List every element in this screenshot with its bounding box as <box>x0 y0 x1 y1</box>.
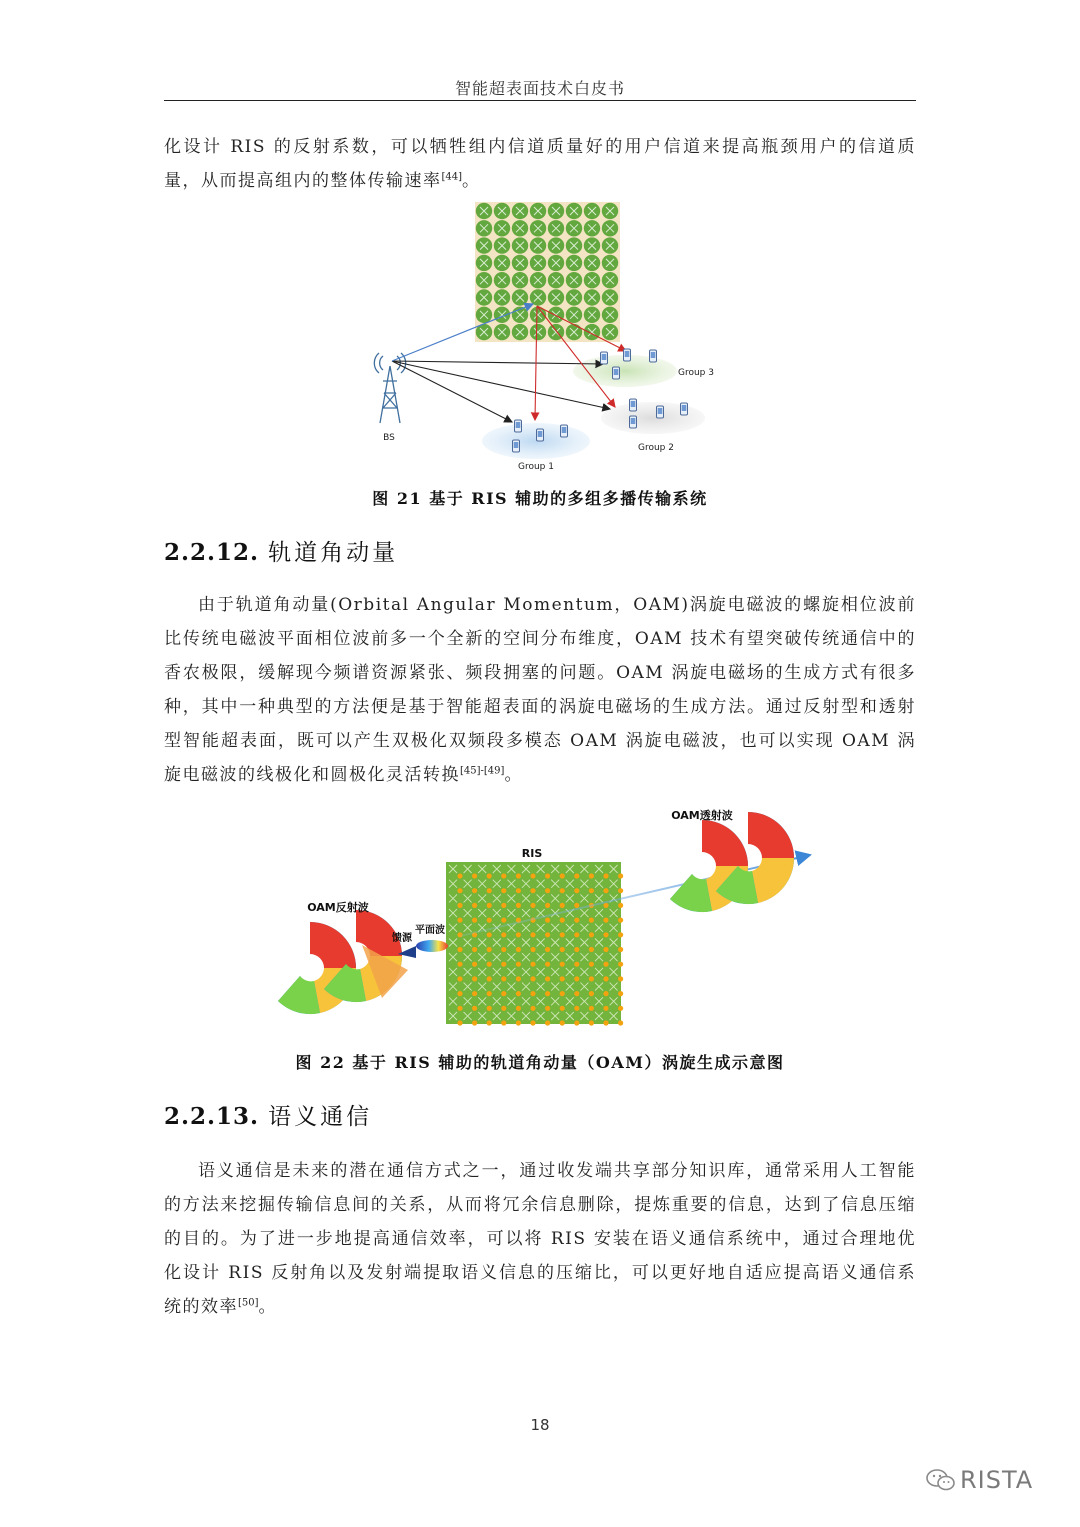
group-3-label: Group 3 <box>678 368 714 378</box>
phone-icon <box>681 403 688 415</box>
ris-element <box>584 220 600 236</box>
ris-element <box>512 289 528 305</box>
semantic-paragraph <box>164 1154 916 1324</box>
figure-21-caption: 图 21 基于 RIS 辅助的多组多播传输系统 <box>372 489 708 508</box>
phone-icon <box>650 350 657 362</box>
semantic-paragraph-text: 语义通信是未来的潜在通信方式之一，通过收发端共享部分知识库，通常采用人工智能的方法来挖掘传输信息间的关系，从而将冗余信息删除，提炼重要的信息，达到了信息压缩的目的。为了进一步地提高通信效率，可以将 RIS 安装在语义通信系统中，通过合理地优化设计 RIS 反射角以及发射端提取语义信息的压缩比，可以更好地自适应提高语义通信系统的效率 <box>164 1161 916 1317</box>
ris-element <box>512 220 528 236</box>
ris-element <box>512 255 528 271</box>
section-title: 语义通信 <box>268 1104 373 1130</box>
ris-element <box>494 272 510 288</box>
ris-element <box>602 255 618 271</box>
ris-element <box>602 307 618 323</box>
oam-transmit-label: OAM透射波 <box>671 809 733 822</box>
ris-label: RIS <box>521 847 543 860</box>
ris-element <box>530 237 546 253</box>
ris-element <box>494 203 510 219</box>
citation-45-49[interactable]: [45]-[49] <box>460 765 505 777</box>
ris-element <box>548 307 564 323</box>
ris-element <box>476 289 492 305</box>
section-number: 2.2.12. <box>164 539 260 566</box>
ris-element <box>512 324 528 340</box>
wechat-icon <box>926 1467 956 1493</box>
figure-21-diagram <box>370 198 720 478</box>
ris-element <box>566 255 582 271</box>
feed-source-label: 馈源 <box>392 933 412 944</box>
ris-element <box>548 255 564 271</box>
ris-element <box>584 324 600 340</box>
ris-element <box>476 237 492 253</box>
ris-element <box>584 237 600 253</box>
ris-element <box>566 220 582 236</box>
ris-element <box>476 203 492 219</box>
ris-element <box>566 307 582 323</box>
ris-element <box>584 272 600 288</box>
section-title: 轨道角动量 <box>268 540 399 566</box>
citation-44[interactable]: [44] <box>441 171 463 183</box>
oam-period: 。 <box>504 765 523 785</box>
ris-element <box>530 289 546 305</box>
phone-icon <box>513 440 520 452</box>
ris-element <box>494 289 510 305</box>
ris-element <box>548 220 564 236</box>
ris-element <box>584 203 600 219</box>
oam-paragraph-text: 由于轨道角动量(Orbital Angular Momentum，OAM)涡旋电磁波的螺旋相位波前比传统电磁波平面相位波前多一个全新的空间分布维度，OAM 技术有望突破传统通信中的香农极限，缓解现今频谱资源紧张、频段拥塞的问题。OAM 涡旋电磁场的生成方式有很多种，其中一种典型的方法便是基于智能超表面的涡旋电磁场的生成方法。通过反射型和透射型智能超表面，既可以产生双极化双频段多模态 OAM 涡旋电磁波，也可以实现 OAM 涡旋电磁波的线极化和圆极化灵活转换 <box>164 595 916 785</box>
phone-icon <box>613 367 620 379</box>
ris-element <box>494 324 510 340</box>
group-2-label: Group 2 <box>638 443 674 453</box>
ris-element <box>512 203 528 219</box>
ris-element <box>512 237 528 253</box>
watermark-text: RISTA <box>960 1466 1034 1494</box>
ris-metasurface <box>446 862 621 1024</box>
plane-wave-label: 平面波 <box>415 925 445 936</box>
phone-icon <box>630 399 637 411</box>
figure-22-caption: 图 22 基于 RIS 辅助的轨道角动量（OAM）涡旋生成示意图 <box>295 1053 785 1072</box>
ris-element <box>584 289 600 305</box>
ris-element <box>602 237 618 253</box>
ris-element <box>566 289 582 305</box>
ris-element <box>530 272 546 288</box>
ris-element <box>584 307 600 323</box>
ris-element <box>548 289 564 305</box>
bs-label: BS <box>383 433 395 443</box>
phone-icon <box>630 416 637 428</box>
ris-element <box>530 324 546 340</box>
page-header-title: 智能超表面技术白皮书 <box>454 79 625 98</box>
ris-element <box>476 220 492 236</box>
ris-element <box>548 272 564 288</box>
intro-period: 。 <box>462 171 481 191</box>
ris-element <box>530 255 546 271</box>
group-1-label: Group 1 <box>518 462 554 472</box>
oam-paragraph <box>164 588 916 792</box>
ris-element <box>476 307 492 323</box>
ris-element <box>602 220 618 236</box>
phone-icon <box>601 352 608 364</box>
ris-element <box>602 324 618 340</box>
ris-element <box>548 237 564 253</box>
section-number: 2.2.13. <box>164 1103 260 1130</box>
ris-element <box>602 272 618 288</box>
phone-icon <box>624 349 631 361</box>
group-2-zone <box>601 402 705 434</box>
ris-element <box>494 255 510 271</box>
reflect-vortex-wave <box>278 910 408 1014</box>
ris-element <box>494 237 510 253</box>
phone-icon <box>537 429 544 441</box>
transmit-vortex-wave <box>670 812 794 912</box>
oam-reflect-label: OAM反射波 <box>307 901 369 914</box>
ris-element <box>530 203 546 219</box>
intro-paragraph <box>164 130 916 198</box>
ris-element <box>476 272 492 288</box>
ris-element <box>530 220 546 236</box>
header-divider <box>164 100 916 101</box>
section-2-2-13-heading <box>164 1098 372 1131</box>
ris-element <box>566 272 582 288</box>
figure-22-diagram <box>270 800 830 1032</box>
phone-icon <box>515 420 522 432</box>
page-number: 18 <box>530 1416 550 1434</box>
ris-element <box>512 272 528 288</box>
ris-element <box>602 289 618 305</box>
ris-element <box>566 203 582 219</box>
ris-element <box>566 324 582 340</box>
ris-element <box>566 237 582 253</box>
intro-text: 化设计 RIS 的反射系数，可以牺牲组内信道质量好的用户信道来提高瓶颈用户的信道质量，从而提高组内的整体传输速率 <box>164 137 916 191</box>
phone-icon <box>657 406 664 418</box>
group-1-zone <box>482 423 590 459</box>
ris-element <box>584 255 600 271</box>
ris-element <box>548 203 564 219</box>
phone-icon <box>561 425 568 437</box>
wechat-watermark <box>926 1466 1033 1494</box>
ris-element <box>476 255 492 271</box>
plane-wave-icon <box>416 940 448 952</box>
section-2-2-12-heading <box>164 534 398 567</box>
ris-element <box>602 203 618 219</box>
citation-50[interactable]: [50] <box>238 1297 259 1309</box>
ris-element <box>494 220 510 236</box>
semantic-period: 。 <box>258 1297 278 1317</box>
